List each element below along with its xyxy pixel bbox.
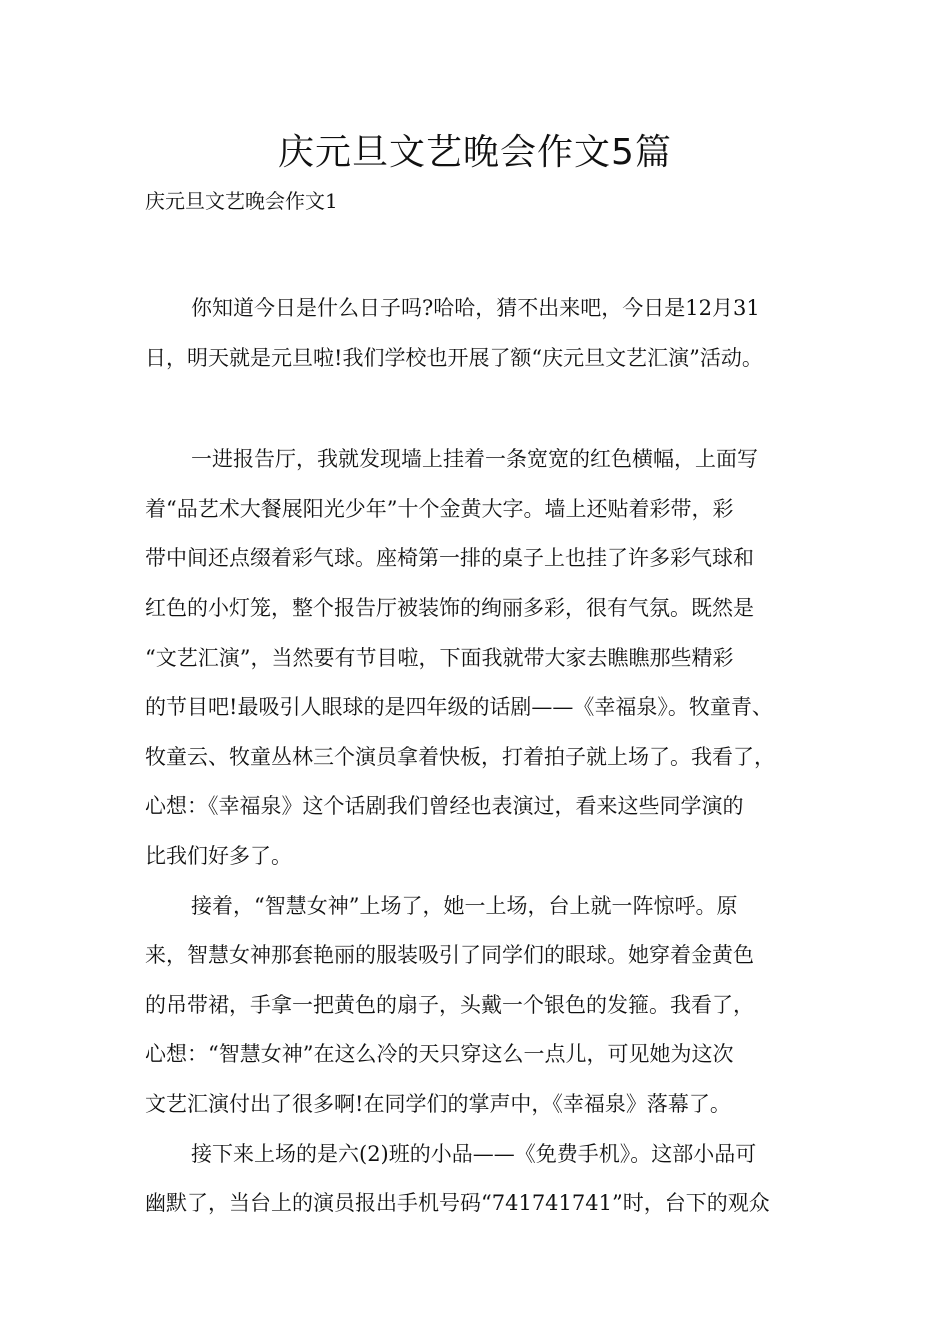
paragraph-spacer — [145, 383, 825, 435]
text-line: 红色的小灯笼，整个报告厅被装饰的绚丽多彩，很有气氛。既然是 — [145, 595, 754, 620]
text-line: 接着，“智慧女神”上场了，她一上场，台上就一阵惊呼。原 — [191, 893, 738, 918]
text-line: 日，明天就是元旦啦!我们学校也开展了额“庆元旦文艺汇演”活动。 — [145, 345, 763, 370]
paragraph — [145, 882, 825, 1130]
text-line: “文艺汇演”，当然要有节目啦，下面我就带大家去瞧瞧那些精彩 — [145, 645, 734, 670]
text-line: 心想：《幸福泉》这个话剧我们曾经也表演过，看来这些同学演的 — [145, 794, 744, 819]
text-line: 心想：“智慧女神”在这么冷的天只穿这么一点儿，可见她为这次 — [145, 1042, 734, 1067]
essay-body — [145, 284, 825, 1229]
paragraph — [145, 435, 825, 881]
text-line: 来，智慧女神那套艳丽的服装吸引了同学们的眼球。她穿着金黄色 — [145, 943, 754, 968]
text-line: 牧童云、牧童丛林三个演员拿着快板，打着拍子就上场了。我看了， — [145, 744, 775, 769]
text-line: 接下来上场的是六(2)班的小品——《免费手机》。这部小品可 — [191, 1141, 757, 1166]
text-line: 的节目吧!最吸引人眼球的是四年级的话剧——《幸福泉》。牧童青、 — [145, 695, 773, 720]
text-line: 幽默了，当台上的演员报出手机号码“741741741”时，台下的观众 — [145, 1191, 770, 1216]
text-line: 着“品艺术大餐展阳光少年”十个金黄大字。墙上还贴着彩带，彩 — [145, 496, 734, 521]
text-line: 的吊带裙，手拿一把黄色的扇子，头戴一个银色的发箍。我看了， — [145, 992, 754, 1017]
text-line: 带中间还点缀着彩气球。座椅第一排的桌子上也挂了许多彩气球和 — [145, 546, 754, 571]
text-line: 一进报告厅，我就发现墙上挂着一条宽宽的红色横幅，上面写 — [191, 447, 758, 472]
paragraph — [145, 284, 825, 383]
text-line: 比我们好多了。 — [145, 843, 292, 868]
essay-subtitle: 庆元旦文艺晚会作文1 — [145, 189, 338, 213]
text-line: 文艺汇演付出了很多啊!在同学们的掌声中，《幸福泉》落幕了。 — [145, 1091, 731, 1116]
text-line: 你知道今日是什么日子吗?哈哈，猜不出来吧，今日是12月31 — [191, 296, 760, 320]
document-title: 庆元旦文艺晚会作文5篇 — [278, 132, 672, 173]
paragraph — [145, 1130, 825, 1229]
